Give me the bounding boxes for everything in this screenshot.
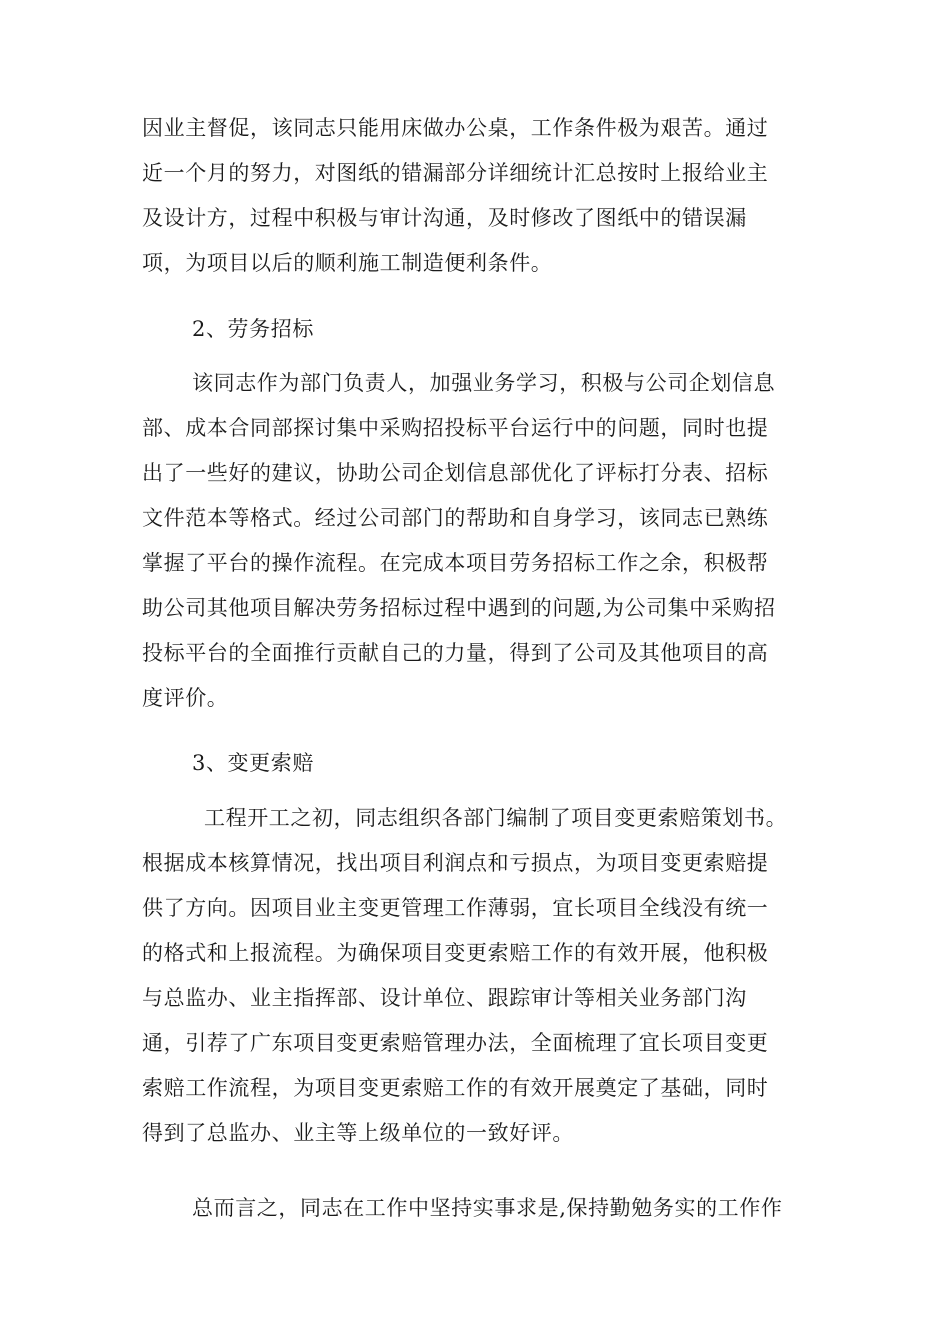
- paragraph-2-line-3: 出了一些好的建议，协助公司企划信息部优化了评标打分表、招标: [142, 461, 769, 485]
- paragraph-2-line-1: 该同志作为部门负责人，加强业务学习，积极与公司企划信息: [192, 371, 776, 395]
- paragraph-1-line-2: 近一个月的努力，对图纸的错漏部分详细统计汇总按时上报给业主: [142, 161, 769, 185]
- paragraph-3-line-5: 与总监办、业主指挥部、设计单位、跟踪审计等相关业务部门沟: [142, 986, 747, 1010]
- paragraph-2-line-8: 度评价。: [142, 686, 229, 710]
- paragraph-2-line-5: 掌握了平台的操作流程。在完成本项目劳务招标工作之余，积极帮: [142, 551, 769, 575]
- paragraph-3-line-1: 工程开工之初，同志组织各部门编制了项目变更索赔策划书。: [204, 806, 788, 830]
- paragraph-3-line-3: 供了方向。因项目业主变更管理工作薄弱，宜长项目全线没有统一: [142, 896, 769, 920]
- paragraph-2-line-6: 助公司其他项目解决劳务招标过程中遇到的问题,为公司集中采购招: [142, 596, 776, 620]
- paragraph-4-line-1: 总而言之，同志在工作中坚持实事求是,保持勤勉务实的工作作: [192, 1196, 783, 1220]
- section-heading-labor-bidding: 2、劳务招标: [192, 317, 314, 341]
- paragraph-3-line-7: 索赔工作流程，为项目变更索赔工作的有效开展奠定了基础，同时: [142, 1076, 769, 1100]
- paragraph-1-line-1: 因业主督促，该同志只能用床做办公桌，工作条件极为艰苦。通过: [142, 116, 769, 140]
- paragraph-1-line-3: 及设计方，过程中积极与审计沟通，及时修改了图纸中的错误漏: [142, 206, 747, 230]
- paragraph-3-line-4: 的格式和上报流程。为确保项目变更索赔工作的有效开展，他积极: [142, 941, 769, 965]
- paragraph-2-line-7: 投标平台的全面推行贡献自己的力量，得到了公司及其他项目的高: [142, 641, 769, 665]
- paragraph-1-line-4: 项，为项目以后的顺利施工制造便利条件。: [142, 251, 553, 275]
- paragraph-3-line-2: 根据成本核算情况，找出项目利润点和亏损点，为项目变更索赔提: [142, 851, 769, 875]
- paragraph-3-line-6: 通，引荐了广东项目变更索赔管理办法，全面梳理了宜长项目变更: [142, 1031, 769, 1055]
- paragraph-2-line-4: 文件范本等格式。经过公司部门的帮助和自身学习，该同志已熟练: [142, 506, 769, 530]
- paragraph-2-line-2: 部、成本合同部探讨集中采购招投标平台运行中的问题，同时也提: [142, 416, 769, 440]
- section-heading-change-claims: 3、变更索赔: [192, 751, 314, 775]
- paragraph-3-line-8: 得到了总监办、业主等上级单位的一致好评。: [142, 1121, 574, 1145]
